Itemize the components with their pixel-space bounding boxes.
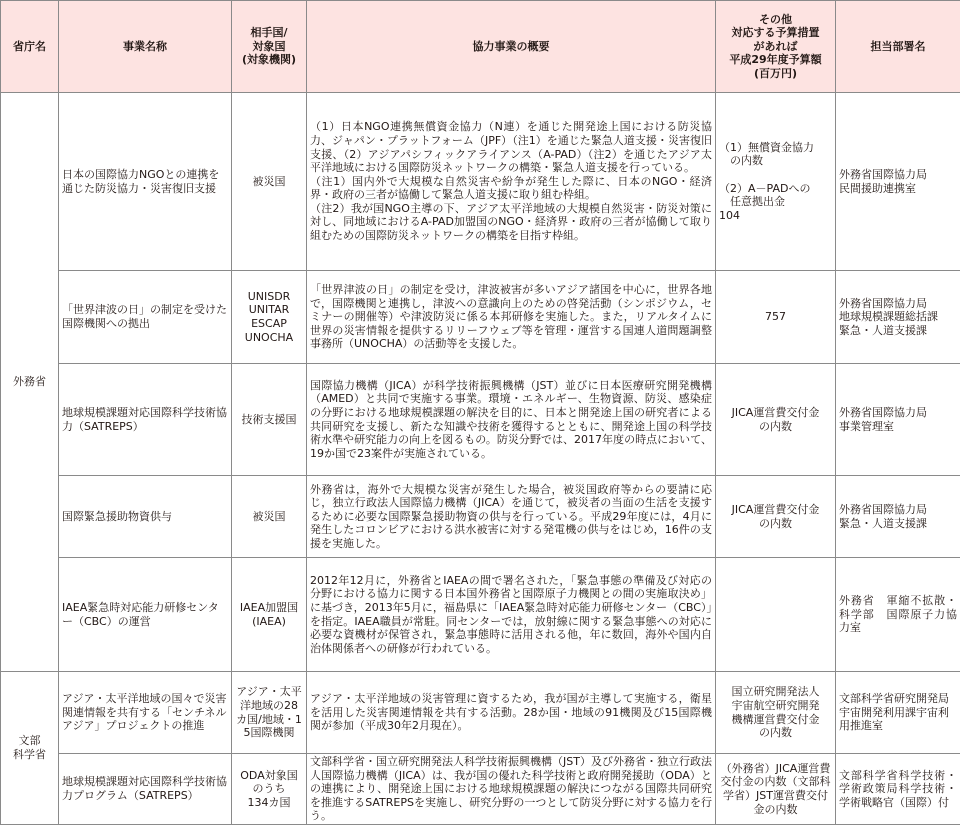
header-overview: 協力事業の概要 <box>307 1 716 93</box>
partner: 技術支援国 <box>232 364 307 476</box>
project-name: 日本の国際協力NGOとの連携を通じた防災協力・災害復旧支援 <box>59 93 232 271</box>
partner: 被災国 <box>232 476 307 558</box>
department: 外務省国際協力局 緊急・人道支援課 <box>836 476 960 558</box>
partner: UNISDR UNITAR ESCAP UNOCHA <box>232 271 307 364</box>
ministry-cell: 文部 科学省 <box>1 672 59 825</box>
overview: 国際協力機構（JICA）が科学技術振興機構（JST）並びに日本医療研究開発機構（AMED）と共同で実施する事業。環境・エネルギー、生物資源、防災、感染症の分野における地球規模課題の解決を目的に、日本と開発途上国の研究者による共同研究を支援し、新たな知識や技術を獲得するとともに、開発途上国の科学技術水準や研究能力の向上を図るもの。防災分野では、2017年度の時点において、19か国で23案件が実施されている。 <box>307 364 716 476</box>
header-budget: その他 対応する予算措置 があれば 平成29年度予算額 (百万円) <box>716 1 836 93</box>
budget <box>716 558 836 672</box>
budget: 国立研究開発法人 宇宙航空研究開発 機構運営費交付金 の内数 <box>716 672 836 754</box>
partner: 被災国 <box>232 93 307 271</box>
budget: JICA運営費交付金 の内数 <box>716 476 836 558</box>
overview: 外務省は，海外で大規模な災害が発生した場合，被災国政府等からの要請に応じ，独立行政法人国際協力機構（JICA）を通じて，被災者の当面の生活を支援するために必要な国際緊急援助物資の供与を行っている。平成29年度には，4月に発生したコロンビアにおける洪水被害に対する発電機の供与をはじめ，16件の支援を実施した。 <box>307 476 716 558</box>
header-row <box>1 1 960 93</box>
project-name: 「世界津波の日」の制定を受けた国際機関への拠出 <box>59 271 232 364</box>
table-row <box>1 364 960 476</box>
table-row <box>1 476 960 558</box>
overview: 「世界津波の日」の制定を受け，津波被害が多いアジア諸国を中心に，世界各地で，国際機関と連携し，津波への意識向上のための啓発活動（シンポジウム，セミナーの開催等）や津波防災に係る本邦研修を実施した。また，リアルタイムに世界の災害情報を提供するリリーフウェブ等を管理・運営する国連人道問題調整事務所（UNOCHA）の活動等を支援した。 <box>307 271 716 364</box>
project-name: 地球規模課題対応国際科学技術協力プログラム（SATREPS） <box>59 754 232 825</box>
partner: ODA対象国 のうち 134カ国 <box>232 754 307 825</box>
department: 文部科学省研究開発局宇宙開発利用課宇宙利用推進室 <box>836 672 960 754</box>
header-department: 担当部署名 <box>836 1 960 93</box>
table-row <box>1 271 960 364</box>
overview: 2012年12月に，外務省とIAEAの間で署名された，「緊急事態の準備及び対応の分野における協力に関する日本国外務省と国際原子力機関との間の実施取決め」に基づき，2013年5月に，福島県に「IAEA緊急時対応能力研修センター（CBC）」を指定。IAEA職員が常駐。同センターでは，放射線に関する緊急事態への対応に必要な資機材が保管され，緊急事態時に活用される他，年に数回，海外や国内自治体関係者への研修が行われている。 <box>307 558 716 672</box>
project-name: アジア・太平洋地域の国々で災害関連情報を共有する「センチネルアジア」プロジェクトの推進 <box>59 672 232 754</box>
budget: 757 <box>716 271 836 364</box>
table-row <box>1 558 960 672</box>
table-row <box>1 672 960 754</box>
header-project-name: 事業名称 <box>59 1 232 93</box>
partner: IAEA加盟国 (IAEA) <box>232 558 307 672</box>
project-name: 地球規模課題対応国際科学技術協力（SATREPS） <box>59 364 232 476</box>
project-name: 国際緊急援助物資供与 <box>59 476 232 558</box>
overview: （1）日本NGO連携無償資金協力（N連）を通じた開発途上国における防災協力、ジャパン・プラットフォーム（JPF）（注1）を通じた緊急人道支援・災害復旧支援、（2）アジアパシフィックアライアンス（A-PAD）（注2）を通じたアジア太平洋地域における国際防災ネットワークの構築・緊急人道支援を行っている。 （注1）国内外で大規模な自然災害や紛争が発生した際に、日本のNGO・経済界・政府の三者が協働して緊急人道支援に取り組む枠組。 （注2）我が国NGO主導の下、アジア太平洋地域の大規模自然災害・防災対策に対し、同地域におけるA-PAD加盟国のNGO・経済界・政府の三者が協働して取り組むための国際防災ネットワークの構築を目指す枠組。 <box>307 93 716 271</box>
budget: JICA運営費交付金 の内数 <box>716 364 836 476</box>
budget: （1）無償資金協力 の内数 （2）A－PADへの 任意拠出金 104 <box>716 93 836 271</box>
project-name: IAEA緊急時対応能力研修センター（CBC）の運営 <box>59 558 232 672</box>
department: 外務省 軍縮不拡散・科学部 国際原子力協力室 <box>836 558 960 672</box>
table-row <box>1 754 960 825</box>
department: 文部科学省科学技術・学術政策局科学技術・学術戦略官（国際）付 <box>836 754 960 825</box>
overview: 文部科学省・国立研究開発法人科学技術振興機構（JST）及び外務省・独立行政法人国際協力機構（JICA）は、我が国の優れた科学技術と政府開発援助（ODA）との連携により、開発途上国における地球規模課題の解決につながる国際共同研究を推進するSATREPSを実施し、研究分野の一つとして防災分野に対する協力を行う。 <box>307 754 716 825</box>
ministry-cell: 外務省 <box>1 93 59 672</box>
department: 外務省国際協力局 事業管理室 <box>836 364 960 476</box>
department: 外務省国際協力局 地球規模課題総括課 緊急・人道支援課 <box>836 271 960 364</box>
partner: アジア・太平洋地域の28カ国/地域・15国際機関 <box>232 672 307 754</box>
header-ministry: 省庁名 <box>1 1 59 93</box>
overview: アジア・太平洋地域の災害管理に資するため，我が国が主導して実施する，衛星を活用した災害関連情報を共有する活動。28か国・地域の91機関及び15国際機関が参加（平成30年2月現在）。 <box>307 672 716 754</box>
header-partner: 相手国/ 対象国 (対象機関) <box>232 1 307 93</box>
table-row <box>1 93 960 271</box>
budget: （外務省）JICA運営費交付金の内数（文部科学省）JST運営費交付金の内数 <box>716 754 836 825</box>
department: 外務省国際協力局 民間援助連携室 <box>836 93 960 271</box>
